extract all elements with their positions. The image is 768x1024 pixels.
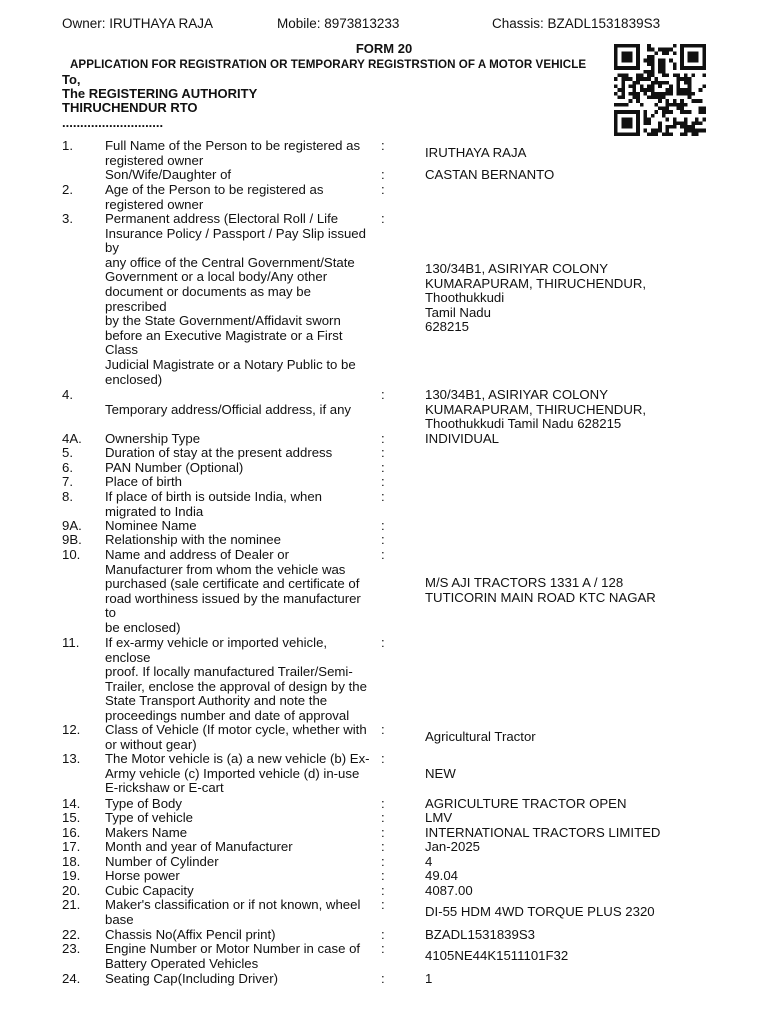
row-value [425,146,725,161]
row-label-line: enclosed) [105,371,163,387]
row-value-line: 49.04 [425,868,459,883]
row-number: 8. [62,489,73,504]
row-label-line: Nominee Name [105,518,197,533]
row-label-line: base [105,911,134,927]
row-label-line: Place of birth [105,474,182,489]
row-label-line: Insurance Policy / Passport / Pay Slip issued [105,225,366,241]
row-colon: : [381,167,385,182]
row-value-line: IRUTHAYA RAJA [425,145,527,160]
row-value-line: Agricultural Tractor [425,729,536,744]
row-number: 17. [62,839,81,854]
row-colon: : [381,489,385,504]
row-label-line: purchased (sale certificate and certificate of [105,576,360,592]
row-value-line: INDIVIDUAL [425,431,500,446]
row-label-line: Type of Body [105,796,182,811]
row-value-line: INTERNATIONAL TRACTORS LIMITED [425,825,661,840]
row-number: 4A. [62,431,82,446]
row-value-line: 4 [425,854,433,869]
row-number: 15. [62,810,81,825]
row-colon: : [381,518,385,533]
row-label-line: before an Executive Magistrate or a First [105,327,343,343]
row-label [105,636,380,724]
row-colon: : [381,825,385,840]
row-label-line: proof. If locally manufactured Trailer/Semi- [105,664,353,680]
row-value [425,884,725,899]
row-label-line: Manufacturer from whom the vehicle was [105,561,346,577]
row-label-line: Class of Vehicle (If motor cycle, whether with [105,722,367,737]
row-label-line: Judicial Magistrate or a Notary Public to be [105,356,356,372]
row-value [425,949,725,964]
row-colon: : [381,810,385,825]
row-colon: : [381,839,385,854]
row-label-line: Ownership Type [105,431,201,446]
row-value [425,432,725,447]
row-colon: : [381,460,385,475]
row-number: 2. [62,182,73,197]
row-value-line: Jan-2025 [425,839,480,854]
row-number: 3. [62,211,73,226]
row-value [425,811,725,826]
row-colon: : [381,138,385,153]
addressee-to: To, [62,72,81,87]
row-value-line: 130/34B1, ASIRIYAR COLONY [425,261,609,276]
row-number: 24. [62,971,81,986]
row-label-line: PAN Number (Optional) [105,460,244,475]
row-label-line: by the State Government/Affidavit sworn [105,313,341,329]
addressee-authority: The REGISTERING AUTHORITY [62,86,258,101]
row-value-line: AGRICULTURE TRACTOR OPEN [425,796,627,811]
row-number: 14. [62,796,81,811]
row-colon: : [381,971,385,986]
row-label-line: The Motor vehicle is (a) a new vehicle (b) Ex- [105,751,370,766]
application-title: APPLICATION FOR REGISTRATION OR TEMPORARY REGISTRSTION OF A MOTOR VEHICLE [70,58,587,71]
row-colon: : [381,182,385,197]
row-number: 12. [62,722,81,737]
row-colon: : [381,941,385,956]
row-value-line: KUMARAPURAM, THIRUCHENDUR, [425,401,647,417]
chassis-header: Chassis: BZADL1531839S3 [492,16,661,31]
row-label-line: registered owner [105,196,204,212]
row-label [105,388,380,417]
row-label-line: State Transport Authority and note the [105,693,328,709]
row-value [425,767,725,782]
row-value-line: TUTICORIN MAIN ROAD KTC NAGAR [425,589,656,605]
row-label-line: Month and year of Manufacturer [105,839,293,854]
row-label [105,139,380,168]
row-label-line: prescribed [105,298,167,314]
row-label-line: Seating Cap(Including Driver) [105,971,278,986]
row-label-line: Engine Number or Motor Number in case of [105,941,361,956]
row-colon: : [381,474,385,489]
row-colon: : [381,883,385,898]
row-colon: : [381,387,385,402]
row-label-line: E-rickshaw or E-cart [105,780,224,796]
row-number: 11. [62,635,80,650]
row-label [105,475,380,490]
row-value [425,869,725,884]
row-label-line: Cubic Capacity [105,883,194,898]
row-label-line: Relationship with the nominee [105,532,281,547]
row-label-line: proceedings number and date of approval [105,707,350,723]
row-colon: : [381,897,385,912]
row-value-line: Thoothukkudi [425,290,505,306]
row-label [105,490,380,519]
row-label-line: Horse power [105,868,180,883]
row-value [425,576,725,605]
row-colon: : [381,854,385,869]
row-value-line: LMV [425,810,453,825]
row-label-line: or without gear) [105,736,197,752]
row-label-line: migrated to India [105,503,204,519]
row-label-line: road worthiness issued by the manufacturer [105,590,361,606]
row-label [105,869,380,884]
row-value [425,388,725,432]
row-label-line: Duration of stay at the present address [105,445,333,460]
row-value-line: Thoothukkudi Tamil Nadu 628215 [425,416,622,432]
row-label-line: Name and address of Dealer or [105,547,289,562]
row-label-line: Son/Wife/Daughter of [105,167,232,182]
row-colon: : [381,927,385,942]
row-label [105,972,380,987]
owner-header: Owner: IRUTHAYA RAJA [62,16,214,31]
row-label-line: to [105,605,116,621]
row-colon: : [381,722,385,737]
row-number: 18. [62,854,81,869]
row-label [105,752,380,796]
row-number: 6. [62,460,73,475]
row-label [105,533,380,548]
row-value-line: DI-55 HDM 4WD TORQUE PLUS 2320 [425,904,655,919]
row-label-line: If ex-army vehicle or imported vehicle, [105,635,328,650]
row-value-line: BZADL1531839S3 [425,927,535,942]
row-value [425,168,725,183]
qr-code-icon [612,44,708,136]
row-value-line: NEW [425,766,456,781]
row-label-line: Age of the Person to be registered as [105,182,324,197]
mobile-header: Mobile: 8973813233 [277,16,400,31]
row-number: 5. [62,445,73,460]
row-label [105,898,380,927]
row-label [105,183,380,212]
row-colon: : [381,635,385,650]
row-value [425,262,725,335]
row-label [105,212,380,387]
row-number: 20. [62,883,81,898]
row-label-line: by [105,240,119,256]
row-label [105,840,380,855]
row-number: 13. [62,751,81,766]
row-label-line: Type of vehicle [105,810,193,825]
row-label-line: Class [105,342,138,358]
row-number: 4. [62,387,73,402]
row-label-line [105,388,380,403]
row-label-line: Army vehicle (c) Imported vehicle (d) in-use [105,765,360,781]
row-label-line: Permanent address (Electoral Roll / Life [105,211,339,226]
row-label [105,446,380,461]
row-label-line: Temporary address/Official address, if any [105,401,352,417]
row-colon: : [381,868,385,883]
row-value-line: 1 [425,971,433,986]
row-colon: : [381,211,385,226]
row-number: 1. [62,138,73,153]
row-label-line: Government or a local body/Any other [105,269,328,285]
row-label-line: registered owner [105,152,204,168]
row-label [105,723,380,752]
row-value [425,972,725,987]
row-value-line: Tamil Nadu [425,304,491,320]
row-label-line: enclose [105,649,151,665]
row-number: 9B. [62,532,82,547]
row-colon: : [381,445,385,460]
row-value-line: KUMARAPURAM, THIRUCHENDUR, [425,275,647,291]
row-label [105,811,380,826]
row-label-line: If place of birth is outside India, when [105,489,322,504]
row-label [105,942,380,971]
row-value-line: 4105NE44K1511101F32 [425,948,569,963]
row-number: 16. [62,825,81,840]
row-value-line: 4087.00 [425,883,473,898]
row-label-line: Battery Operated Vehicles [105,955,259,971]
row-label-line: Trailer, enclose the approval of design by the [105,678,367,694]
row-colon: : [381,751,385,766]
row-number: 21. [62,897,81,912]
addressee-dots: ............................ [62,115,164,130]
row-label-line: Makers Name [105,825,188,840]
row-label-line: any office of the Central Government/State [105,254,355,270]
row-label-line: Maker's classification or if not known, wheel [105,897,361,912]
row-value-line: M/S AJI TRACTORS 1331 A / 128 [425,575,624,590]
row-label-line: Full Name of the Person to be registered as [105,138,361,153]
row-value [425,928,725,943]
row-label [105,548,380,636]
row-label [105,168,380,183]
row-number: 19. [62,868,81,883]
row-colon: : [381,532,385,547]
row-value [425,905,725,920]
row-value [425,797,725,812]
row-value-line: CASTAN BERNANTO [425,167,555,182]
row-colon: : [381,547,385,562]
row-number: 22. [62,927,81,942]
row-value [425,855,725,870]
row-number: 9A. [62,518,82,533]
row-value-line: 130/34B1, ASIRIYAR COLONY [425,387,609,402]
row-label-line: document or documents as may be [105,283,311,299]
row-label-line: Number of Cylinder [105,854,219,869]
row-colon: : [381,431,385,446]
row-number: 10. [62,547,81,562]
row-colon: : [381,796,385,811]
row-label-line: Chassis No(Affix Pencil print) [105,927,276,942]
row-value [425,730,725,745]
row-number: 23. [62,941,81,956]
row-value-line: 628215 [425,319,470,335]
addressee-office: THIRUCHENDUR RTO [62,100,198,115]
row-number: 7. [62,474,73,489]
form-title: FORM 20 [355,41,413,56]
row-value [425,840,725,855]
row-label-line: be enclosed) [105,619,181,635]
